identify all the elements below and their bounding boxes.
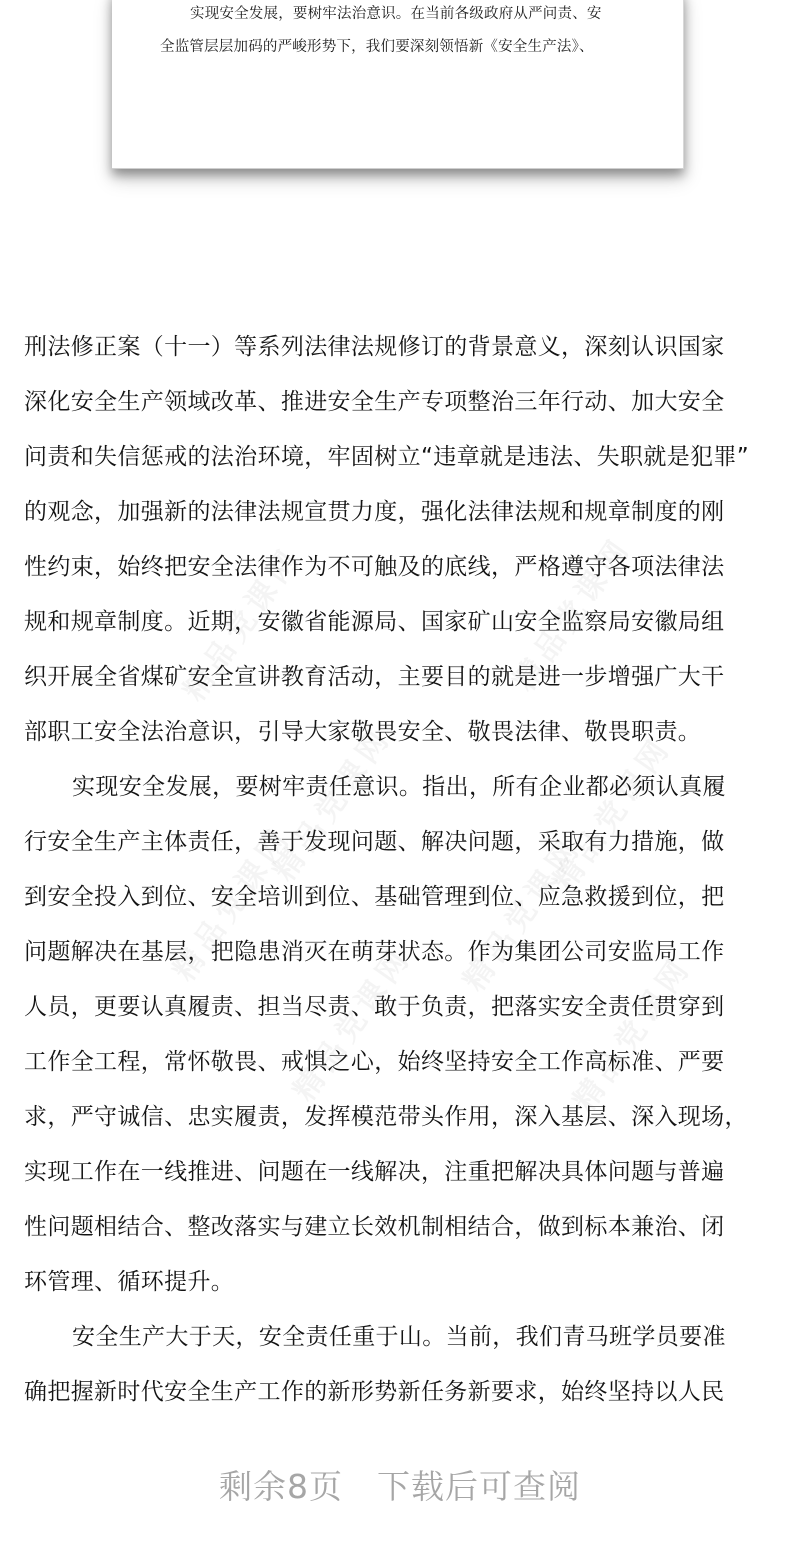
watermark: 精品党课网: [166, 820, 299, 988]
text-line: 行安全生产主体责任，善于发现问题、解决问题，采取有力措施，做: [24, 829, 725, 855]
watermark: 精品党课网: [506, 530, 639, 698]
text-line: 规和规章制度。近期，安徽省能源局、国家矿山安全监察局安徽局组: [24, 609, 725, 635]
text-line: 性问题相结合、整改落实与建立长效机制相结合，做到标本兼治、闭: [24, 1214, 725, 1240]
text-line: 问题解决在基层，把隐患消灭在萌芽状态。作为集团公司安监局工作: [24, 939, 725, 965]
watermark: 精品党课网: [266, 720, 399, 888]
text-line: 人员，更要认真履责、担当尽责、敢于负责，把落实安全责任贯穿到: [24, 994, 725, 1020]
watermark: 精品党课网: [456, 830, 589, 998]
text-line: 织开展全省煤矿安全宣讲教育活动，主要目的就是进一步增强广大干: [24, 664, 725, 690]
remaining-pages-label[interactable]: 剩余8页: [219, 1467, 343, 1506]
text-line: 深化安全生产领域改革、推进安全生产专项整治三年行动、加大安全: [24, 389, 725, 415]
paragraph-start-line: 实现安全发展，要树牢责任意识。指出，所有企业都必须认真履: [72, 774, 726, 800]
text-line: 求，严守诚信、忠实履责，发挥模范带头作用，深入基层、深入现场，: [24, 1104, 748, 1130]
text-line: 部职工安全法治意识，引导大家敬畏安全、敬畏法律、敬畏职责。: [24, 719, 702, 745]
text-line: 性约束，始终把安全法律作为不可触及的底线，严格遵守各项法律法: [24, 554, 725, 580]
text-line: 环管理、循环提升。: [24, 1269, 235, 1295]
text-line: 刑法修正案（十一）等系列法律法规修订的背景意义，深刻认识国家: [24, 334, 725, 360]
previous-page-preview-card: [112, 0, 684, 169]
text-line: 问责和失信惩戒的法治环境，牢固树立“违章就是违法、失职就是犯罪”: [24, 444, 750, 470]
text-line: 的观念，加强新的法律法规宣贯力度，强化法律法规和规章制度的刚: [24, 499, 725, 525]
preview-line: 全监管层层加码的严峻形势下，我们要深刻领悟新《安全生产法》、: [160, 39, 594, 55]
watermark: 精品党课网: [286, 940, 419, 1108]
preview-line: 实现安全发展，要树牢法治意识。在当前各级政府从严问责、安: [190, 6, 602, 22]
watermark: 精品党课网: [546, 730, 679, 898]
watermark: 精品党课网: [176, 540, 309, 708]
document-body: [24, 330, 784, 1430]
download-hint-label[interactable]: 下载后可查阅: [377, 1467, 581, 1506]
text-line: 到安全投入到位、安全培训到位、基础管理到位、应急救援到位，把: [24, 884, 725, 910]
text-line: 工作全工程，常怀敬畏、戒惧之心，始终坚持安全工作高标准、严要: [24, 1049, 725, 1075]
paragraph-start-line: 安全生产大于天，安全责任重于山。当前，我们青马班学员要准: [72, 1324, 726, 1350]
text-line: 确把握新时代安全生产工作的新形势新任务新要求，始终坚持以人民: [24, 1379, 725, 1405]
text-line: 实现工作在一线推进、问题在一线解决，注重把解决具体问题与普遍: [24, 1159, 725, 1185]
download-prompt-banner[interactable]: [0, 1462, 800, 1512]
watermark: 精品党课网: [566, 950, 699, 1118]
